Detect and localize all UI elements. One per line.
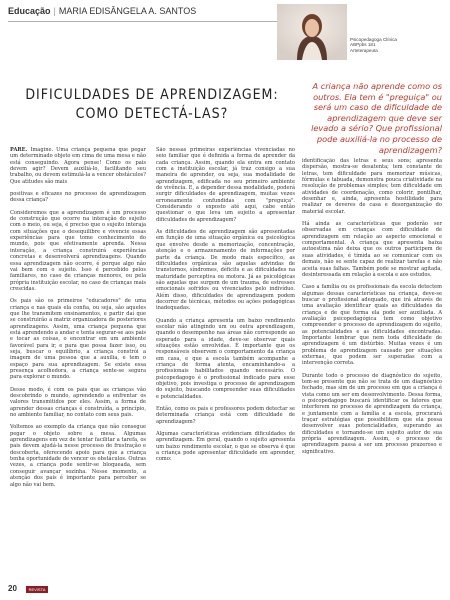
author-credentials <box>350 37 445 53</box>
header-separator: | <box>53 6 56 16</box>
lead-word: PARE. <box>10 147 31 153</box>
magazine-name: REVISTA <box>28 587 46 592</box>
author-credential-3: Arteterapeuta <box>350 47 378 53</box>
paragraph: As dificuldades de aprendizagem são apresentadas em função de uma situação orgânica ou psicológica que envolve desde a memorização, concentração, atenção e o armazenamento de informações por parte da criança. De modo mais específico, as dificuldades orgânicas são aquelas advindas de transtornos, síndromes, déficits e as dificuldades na maturidade perceptiva ou motora. Já as psicológicas são aquelas que surgem de um trauma, de estresses emocionais sofridos ou vivenciados pelo indivíduo. Além disso, dificuldades de aprendizagem podem decorrer de técnicas, métodos ou ações pedagógicas inadequadas. <box>156 229 295 312</box>
author-photo <box>277 4 347 60</box>
paragraph: Quando a criança apresenta um baixo rendimento escolar não atingindo um ou outra aprendizagem, quando o desempenho nas áreas não corresponde ao esperado para a idade, deve-se observar quais situações estão envolvidas. É importante que os responsáveis observem o comportamento da criança em casa, e que a escola também acompanhe a criança de forma atenta, encaminhando-a a profissionais habilitados quando necessário. O psicopedagogo é o profissional indicado para esse objetivo, pois investiga o processo de aprendizagem do sujeito, buscando compreender suas dificuldades e potencialidades. <box>156 317 295 400</box>
paragraph-text: Imagine. Uma criança pequena que pegar um determinado objeto em cima de uma mesa e não está conseguindo. Agora pense! Como os pais devem agir? Devem auxiliá-lo, facilitando seu trabalho, ou devem estimulá-la a vencer obstáculos? Que atitudes são mais <box>10 147 146 185</box>
text-column-1 <box>10 147 146 494</box>
title-line-1: DIFICULDADES DE APRENDIZAGEM: <box>25 87 279 103</box>
paragraph: Então, como os pais e professores podem detectar se determinada criança está com dificuldade de aprendizagem? <box>156 406 295 425</box>
paragraph: Desse modo, é com os pais que as crianças vão descobrindo o mundo, aprendendo a enfrentar os valores transmitidos por eles. Assim, a forma de aprender dessas crianças é construída, a princípio, no ambiente familiar, no contato com seus pais. <box>10 386 146 419</box>
paragraph: Os pais são os primeiros "educadores" de uma criança e nas quais ela confia, ou seja, são aqueles que lhe transmitem ensinamentos, e partir daí que se construirão a matriz organizadora de posteriores aprendizagens. Assim, uma criança pequena que está aprendendo a andar e tenta segurar-se aos pais e tocar as coisas, o encontrar em um ambiente favorável para ir, e para que possa fazer isso, ou seja, buscar o equilíbrio, a criança constrói a imagem de uma pessoa que a auxilia, e tem o espaço para sua aprendizagem. Se existe essa presença acolhedora, a criança sente-se segura para explorar o mundo. <box>10 298 146 381</box>
author-name: MARIA EDISÂNGELA A. SANTOS <box>58 6 197 16</box>
paragraph: Caso a família ou os profissionais da escola detectem algumas dessas características na criança, deve-se buscar o profissional adequado, que irá através de uma avaliação identificar quais as dificuldades da criança e de que forma ela pode ser auxiliada. A avaliação psicopedagógica tem como objetivo compreender o processo de aprendizagem do sujeito, as potencialidades e as dificuldades encontradas. Importante lembrar que nem toda dificuldade de aprendizagem é um distúrbio. Muitas vezes é um problema de aprendizagem causado por situações externas, que podem ser superadas com a intervenção correta. <box>302 284 442 367</box>
pull-quote: A criança não aprende como os outros. Ela tem é "preguiça" ou será um caso de dificuldade de aprendizagem que deve ser levado a sério? Que profissional pode auxiliá-la no processo de aprendizagem? <box>311 81 442 155</box>
author-credential-1: Psicopedagoga Clínica <box>350 37 397 42</box>
article-title <box>22 86 282 124</box>
title-line-2: COMO DETECTÁ-LAS? <box>75 106 229 122</box>
paragraph: Durante todo o processo de diagnóstico do sujeito, tem-se presente que não se trata de um diagnóstico fechado, mas sim de um processo em que a criança é vista como um ser em desenvolvimento. Dessa forma, o psicopedagogo buscará identificar os fatores que interferem no processo de aprendizagem da criança, e juntamente com a família e a escola, procurará traçar estratégias que possibilitem que ela possa desenvolver suas potencialidades, superando as dificuldades e tornando-se um sujeito autor de sua própria aprendizagem. Assim, o processo de aprendizagem passa a ser um processo prazeroso e significativo. <box>302 372 442 455</box>
paragraph: Há ainda as características que poderão ser observadas em crianças com dificuldade de aprendizagem em relação ao aspecto emocional e comportamental. A criança que apresenta baixa autoestima não deixa que os outros participem de suas atividades, é tímida ao se comunicar com os demais, não se sente capaz de realizar tarefas e não aceita suas falhas. Também pode se mostrar agitada, desinteressada em relação à escola e aos estudos. <box>302 221 442 278</box>
magazine-logo <box>26 586 48 593</box>
text-column-3 <box>302 158 442 461</box>
section-label: Educação <box>8 6 51 16</box>
text-column-2 <box>156 147 295 469</box>
paragraph: positivas e eficazes no processo de aprendizagem dessa criança? <box>10 191 146 204</box>
paragraph: Algumas características evidenciam dificuldades de aprendizagem. Em geral, quando o sujeito apresenta um baixo rendimento escolar, o que se observa é que a criança pode apresentar dificuldade em aprender, como: <box>156 431 295 463</box>
section-header <box>8 6 288 20</box>
paragraph: identificação das letras e seus sons; apresenta dispersão, mostra-se desatenta; tem constante de letras, tem dificuldade para memorizar músicas, fórmulas e tabuada, demonstra pouca criatividade na resolução de problemas simples; tem dificuldade em atividades de coordenação, como colorir, pontilhar, desenhar e, ainda, apresenta hostilidade para realizar os deveres de casa e desorganização do material escolar. <box>302 158 442 215</box>
paragraph: Voltemos ao exemplo da criança que não consegue pegar o objeto sobre a mesa. Algumas aprendizagens em vez de tentar facilitar a tarefa, os pais devem ajudá-la nesse processo de frustração e descoberta, oferecendo apoio para que a criança tenha oportunidade de vencer os obstáculos. Outras vezes, a criança pode sentir-se bloqueada, sem conseguir avançar sozinha. Nesse momento, a atenção dos pais é importante para perceber se algo não vai bem. <box>10 424 146 488</box>
author-credential-2: ABPpbs 181 <box>350 42 376 48</box>
page-number: 20 <box>8 584 17 593</box>
header-divider <box>8 21 278 22</box>
paragraph: Consideremos que a aprendizagem é um processo de construção que ocorre na interação do sujeito com o meio, ou seja, é preciso que o sujeito interaja com situações que o desequilibre e vivencie essas experiências para que tome conhecimento do mundo, pois que efetivamente aprenda. Nessa interação, a criança construirá experiências concretas e desenvolverá aprendizagens. Quando essa aprendizagem não ocorre, é porque algo não vai bem com o sujeito. Isso é percebido pelos familiares, no caso de crianças menores, ou pela própria instituição escolar, no caso de crianças mais crescidas. <box>10 209 146 292</box>
page-footer <box>0 584 450 598</box>
paragraph <box>10 147 146 185</box>
paragraph: São nessas primeiras experiências vivenciadas no seio familiar que é definida a forma de aprender da cada criança. Assim, quando ela entra em contato com a instituição escolar, já traz consigo a sua maneira de aprender, ou seja, sua modalidade de aprendizagem, edificada no seu primeiro ambiente de vivência. E, a depender dessa modalidade, poderá surgir dificuldades de aprendizagem, muitas vezes erroneamente confundidas com "preguiça". Considerando o exposto até aqui, cabe então questionar o que leva um sujeito a apresentar dificuldades de aprendizagem? <box>156 147 295 223</box>
